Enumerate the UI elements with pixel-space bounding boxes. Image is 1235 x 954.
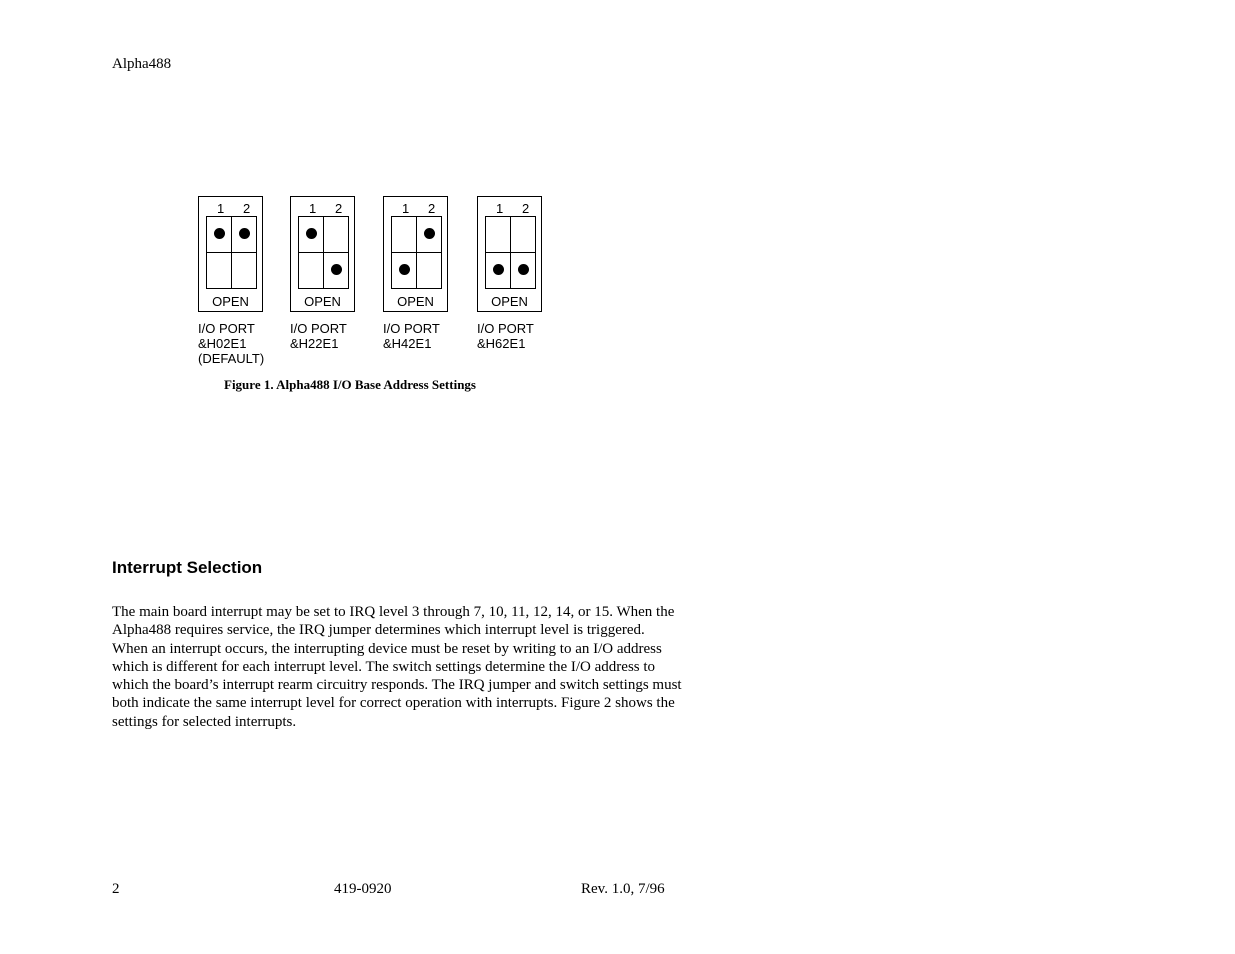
switch-number-1: 1: [496, 201, 504, 216]
caption-line: I/O PORT: [290, 321, 347, 336]
open-label: OPEN: [304, 294, 341, 309]
switch-block-1: [198, 196, 263, 312]
switch-block-2: [290, 196, 355, 312]
switch-number-1: 1: [217, 201, 225, 216]
switch-block-3: [383, 196, 448, 312]
switch-number-2: 2: [243, 201, 251, 216]
caption-line: &H62E1: [477, 336, 526, 351]
switch-1-position-dot: [399, 264, 410, 275]
switch-block-4: [477, 196, 542, 312]
switch-number-2: 2: [335, 201, 343, 216]
page-number: 2: [112, 881, 120, 897]
switch-grid: [298, 216, 349, 289]
open-label: OPEN: [491, 294, 528, 309]
switch-grid: [485, 216, 536, 289]
switch-number-2: 2: [522, 201, 530, 216]
running-header: Alpha488: [112, 56, 172, 72]
switch-2-position-dot: [331, 264, 342, 275]
switch-2-position-dot: [239, 228, 250, 239]
caption-line: &H42E1: [383, 336, 432, 351]
switch-grid: [206, 216, 257, 289]
caption-line: &H02E1: [198, 336, 247, 351]
switch-1-position-dot: [493, 264, 504, 275]
switch-1-position-dot: [214, 228, 225, 239]
caption-line: &H22E1: [290, 336, 339, 351]
switch-number-1: 1: [309, 201, 317, 216]
switch-caption-2: [290, 321, 347, 351]
figure-caption: Figure 1. Alpha488 I/O Base Address Settings: [224, 377, 476, 392]
revision-date: Rev. 1.0, 7/96: [581, 881, 665, 897]
switch-grid: [391, 216, 442, 289]
caption-line: I/O PORT: [198, 321, 255, 336]
caption-line: I/O PORT: [477, 321, 534, 336]
switch-number-2: 2: [428, 201, 436, 216]
body-paragraph: The main board interrupt may be set to IRQ level 3 through 7, 10, 11, 12, 14, or 15. When the Alpha488 requires service, the IRQ jumper determines which interrupt level is triggered. When an interrupt occurs, the interrupting device must be reset by writing to an I/O address which is different for each interrupt level. The switch settings determine the I/O address to which the board’s interrupt rearm circuitry responds. The IRQ jumper and switch settings must both indicate the same interrupt level for correct operation with interrupts. Figure 2 shows the settings for selected interrupts.: [112, 604, 682, 730]
switch-caption-3: [383, 321, 440, 351]
caption-line: (DEFAULT): [198, 351, 265, 366]
switch-number-1: 1: [402, 201, 410, 216]
section-title: Interrupt Selection: [112, 558, 263, 577]
switch-2-position-dot: [424, 228, 435, 239]
caption-line: I/O PORT: [383, 321, 440, 336]
document-number: 419-0920: [334, 881, 392, 897]
switch-caption-1: [198, 321, 264, 366]
switch-1-position-dot: [306, 228, 317, 239]
switch-caption-4: [477, 321, 534, 351]
open-label: OPEN: [212, 294, 249, 309]
switch-2-position-dot: [518, 264, 529, 275]
open-label: OPEN: [397, 294, 434, 309]
